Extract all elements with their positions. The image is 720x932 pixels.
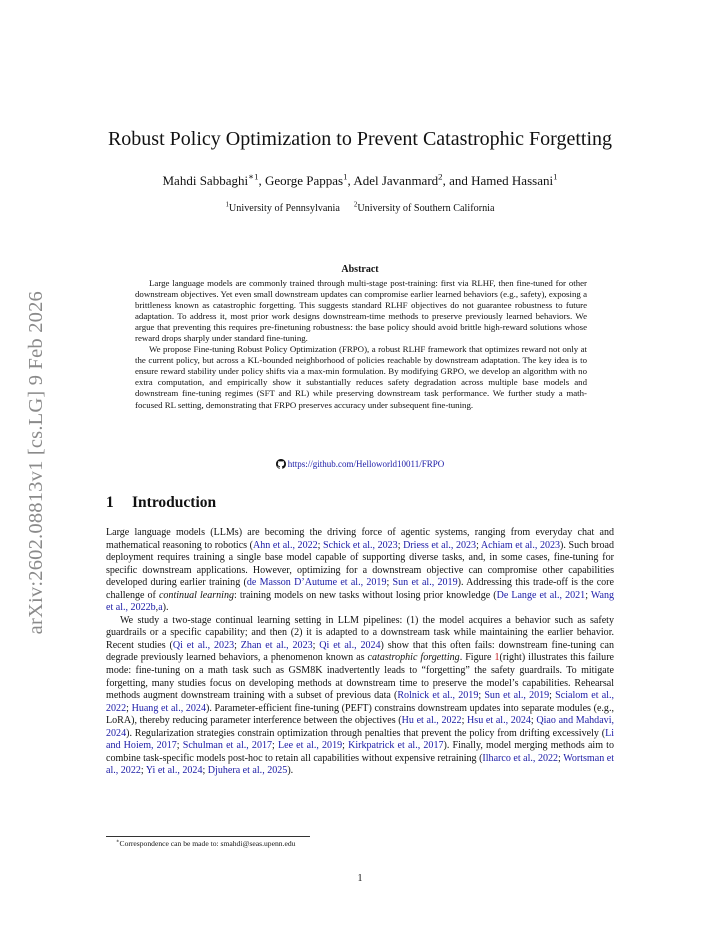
text-run: : training models on new tasks without losing prior knowledge ( — [234, 589, 497, 601]
section-number: 1 — [106, 494, 114, 511]
text-run: ; — [140, 765, 146, 777]
text-run: ; — [202, 765, 208, 777]
arxiv-stamp — [24, 262, 48, 664]
author-affiliation-mark: 1 — [553, 171, 558, 182]
text-run: (right) illustrates this failure mode: fine-tuning on a math task such as GSM8K inadvertently leads to “forgetting” the safety guardrails. To mitigate forgetting, many studies focus on developing methods at downstream time to preserve the model’s capabilities. Rehearsal methods augment downstream training with a subset of previous data ( — [106, 652, 615, 702]
text-run: ; — [476, 539, 481, 551]
author-name: Hamed Hassani — [471, 173, 554, 188]
text-run: ). — [287, 765, 294, 777]
citation-link[interactable]: Wortsman et al., 2022 — [106, 752, 615, 777]
citation-link[interactable]: De Lange et al., 2021 — [496, 589, 586, 601]
text-run: ; — [530, 715, 537, 727]
text-run: ; — [558, 752, 564, 764]
abstract-paragraph: We propose Fine-tuning Robust Policy Optimization (FRPO), a robust RLHF framework that optimizes reward not only at the current policy, but across a KL-bounded neighborhood of policies reachable by downstream adaptation. The key idea is to ensure reward stability under policy shifts via a max-min formulation. By modifying GRPO, we develop an algorithm with no extra computation, and empirically show it substantially reduces safety degradation across multiple base models and downstream fine-tuning regimes (SFT and RL) while preserving downstream task performance. We further study a math-focused RL setting, demonstrating that FRPO preserves accuracy under subsequent fine-tuning. — [135, 344, 587, 410]
text-run: ; — [312, 639, 320, 651]
citation-link[interactable]: Scialom et al., 2022 — [106, 690, 614, 714]
emphasized-term: catastrophic forgetting — [367, 652, 460, 664]
abstract-paragraph: Large language models are commonly trained through multi-stage post-training: first via RLHF, then fine-tuned for other downstream objectives. Yet even small downstream updates can compromise earlier learned behaviors (e.g., safety), exposing a brittleness known as catastrophic forgetting. This suggests standard RLHF objectives do not guarantee robustness to future adaptation. To address it, most prior work designs downstream-time methods to preserve previously learned behaviors. We argue that preventing this requires pre-finetuning robustness: the base policy should avoid brittle high-reward solutions whose reward drops sharply under standard fine-tuning. — [135, 278, 587, 344]
abstract-body — [135, 278, 587, 411]
citation-link[interactable]: Wang et al., 2022b — [106, 589, 615, 614]
citation-link[interactable]: Schulman et al., 2017 — [182, 740, 273, 752]
text-run: Large language models (LLMs) are becoming the driving force of agentic systems, ranging from everyday chat and mathematical reasoning to robotics ( — [106, 527, 614, 551]
text-run: . Figure — [459, 652, 495, 664]
citation-link[interactable]: a — [158, 602, 163, 614]
affiliation-mark: 1 — [225, 201, 229, 209]
affiliation-mark: 2 — [353, 201, 358, 209]
text-run: ). — [162, 602, 169, 614]
citation-link[interactable]: de Masson D’Autume et al., 2019 — [246, 577, 387, 589]
citation-link[interactable]: Hsu et al., 2024 — [467, 715, 531, 727]
citation-link[interactable]: Qiao and Mahdavi, 2024 — [106, 715, 614, 739]
citation-link[interactable]: Rolnick et al., 2019 — [397, 690, 479, 702]
footnote-rule — [106, 836, 310, 837]
text-run: ; — [176, 740, 183, 752]
author-name: Mahdi Sabbaghi — [162, 173, 249, 188]
text-run: ) show that this often fails: downstream fine-tuning can degrade previously learned behaviors, a phenomenon known as — [106, 639, 614, 664]
citation-link[interactable]: Kirkpatrick et al., 2017 — [348, 740, 444, 752]
citation-link[interactable]: Hu et al., 2022 — [401, 715, 462, 727]
citation-link[interactable]: Qi et al., 2024 — [319, 639, 381, 651]
author-list — [60, 172, 660, 190]
citation-link[interactable]: Yi et al., 2024 — [145, 765, 203, 777]
intro-body — [106, 527, 614, 778]
citation-link[interactable]: Sun et al., 2019 — [392, 577, 458, 589]
text-run: ; — [317, 539, 324, 551]
author-separator: , — [347, 173, 354, 188]
citation-link[interactable]: Achiam et al., 2023 — [480, 539, 561, 551]
author-name: George Pappas — [265, 173, 344, 188]
affiliations — [60, 202, 660, 216]
citation-link[interactable]: Driess et al., 2023 — [403, 539, 477, 551]
citation-link[interactable]: Zhan et al., 2023 — [240, 639, 313, 651]
text-run: ). Regularization strategies constrain optimization through penalties that prevent the policy from drifting excessively ( — [126, 727, 606, 739]
author-affiliation-mark: 1 — [343, 171, 348, 182]
text-run: ). Such broad deployment requires training a single base model capable of supporting diverse tasks, and, in some cases, fine-tuning for specific downstream applications. However, optimizing for a downstream objective can compromise other capabilities developed during earlier training ( — [106, 539, 615, 589]
author-name: Adel Javanmard — [353, 173, 439, 188]
emphasized-term: continual learning — [158, 589, 234, 601]
citation-link[interactable]: Djuhera et al., 2025 — [207, 765, 288, 777]
text-run: ; — [585, 589, 591, 601]
arxiv-stamp-text: arXiv:2602.08813v1 [cs.LG] 9 Feb 2026 — [24, 291, 47, 635]
text-run: ). Parameter-efficient fine-tuning (PEFT) constrains downstream updates into separate modules (e.g., LoRA), thereby reducing parameter interference between the objectives ( — [106, 702, 614, 727]
paper-title: Robust Policy Optimization to Prevent Catastrophic Forgetting — [107, 128, 613, 150]
text-run: ; — [386, 577, 393, 589]
text-run: ; — [397, 539, 404, 551]
affiliation-name: University of Pennsylvania — [228, 203, 340, 214]
author-affiliation-mark: 2 — [438, 171, 443, 182]
text-run: ; — [461, 715, 468, 727]
citation-link[interactable]: Huang et al., 2024 — [131, 702, 206, 714]
text-run: ; — [549, 690, 556, 702]
citation-link[interactable]: Ilharco et al., 2022 — [482, 752, 559, 764]
abstract-heading: Abstract — [341, 264, 379, 275]
text-run: ; — [478, 690, 485, 702]
text-run: ; — [126, 702, 132, 714]
text-run: ; — [272, 740, 278, 752]
citation-link[interactable]: Schick et al., 2023 — [323, 539, 398, 551]
footnote — [116, 839, 295, 849]
page-number: 1 — [357, 873, 363, 884]
citation-link[interactable]: Ahn et al., 2022 — [253, 539, 318, 551]
affiliation-name: University of Southern California — [357, 203, 495, 214]
intro-paragraph — [106, 615, 614, 778]
text-run: , — [155, 602, 159, 614]
text-run: ; — [342, 740, 349, 752]
author-separator: , — [258, 173, 265, 188]
section-heading — [106, 493, 216, 513]
citation-link[interactable]: Sun et al., 2019 — [484, 690, 550, 702]
github-link-row — [60, 458, 660, 470]
text-run: ; — [234, 639, 241, 651]
footnote-text: Correspondence can be made to: smahdi@seas.upenn.edu — [119, 839, 296, 848]
citation-link[interactable]: Li and Hoiem, 2017 — [106, 727, 614, 752]
text-run: We study a two-stage continual learning setting in LLM pipelines: (1) the model acquires a behavior such as safety guardrails or a specific capability; and then (2) it is adapted to a downstream task while maintaining the earlier behavior. Recent studies ( — [106, 614, 614, 651]
author-separator: , and — [442, 173, 472, 188]
figure-ref-link[interactable]: 1 — [494, 652, 500, 664]
author-affiliation-mark: ∗1 — [248, 171, 259, 182]
text-run: ). Finally, model merging methods aim to combine task-specific models post-hoc to retain all capabilities without expensive retraining ( — [106, 740, 614, 764]
intro-paragraph — [106, 527, 614, 615]
section-title: Introduction — [132, 494, 217, 511]
citation-link[interactable]: Lee et al., 2019 — [277, 740, 343, 752]
footnote-mark: ∗ — [116, 838, 120, 845]
github-repo-link[interactable]: https://github.com/Helloworld10011/FRPO — [287, 459, 445, 469]
github-icon — [276, 459, 286, 469]
text-run: ). Addressing this trade-off is the core challenge of — [106, 577, 614, 601]
citation-link[interactable]: Qi et al., 2023 — [172, 639, 235, 651]
